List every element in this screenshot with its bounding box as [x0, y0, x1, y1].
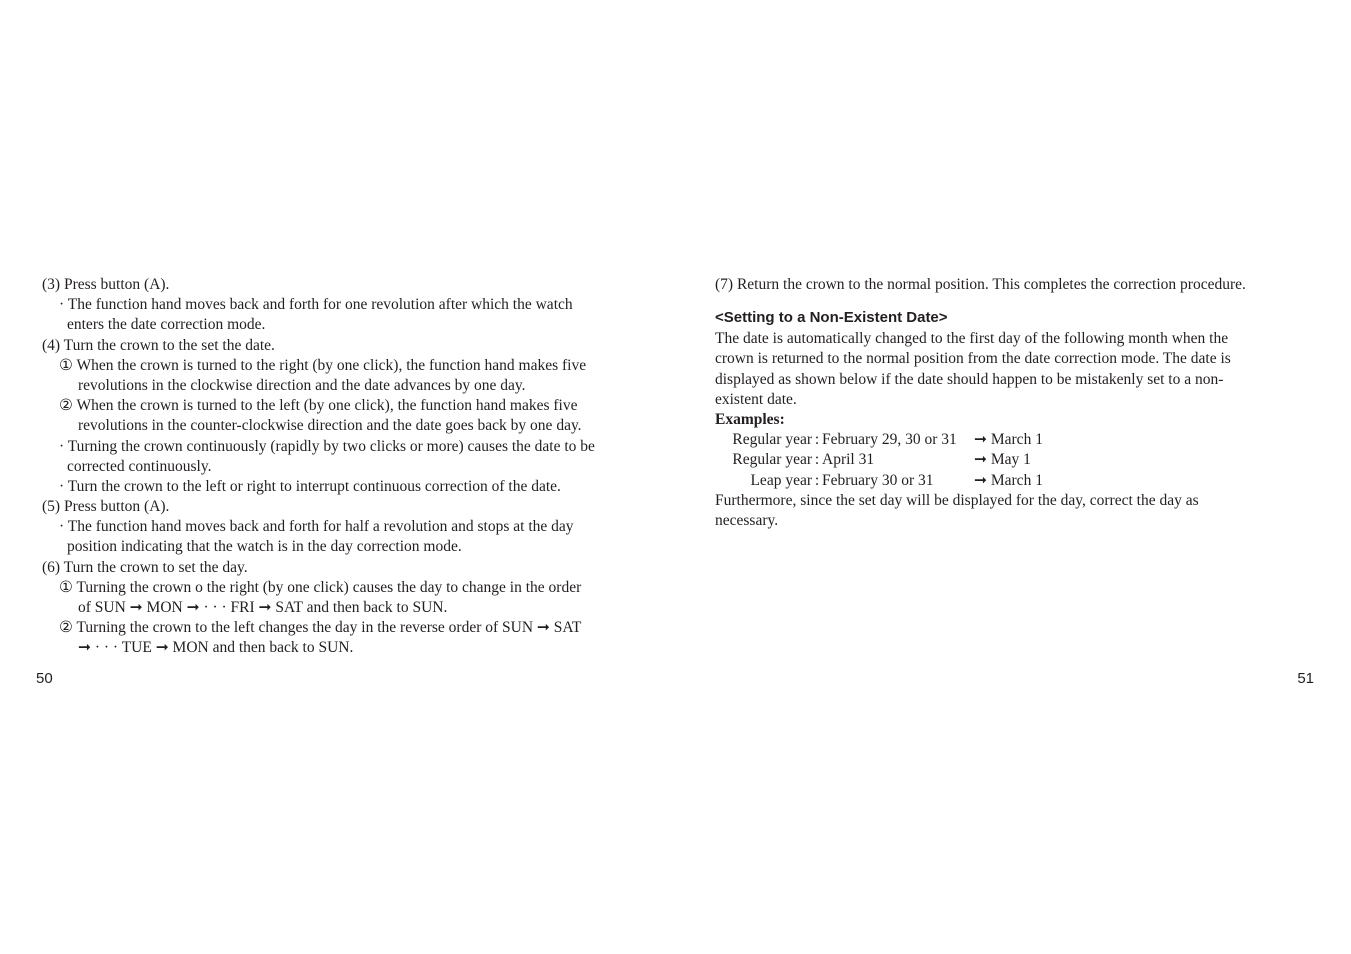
step-6-item-2-cont: ➞ · · · TUE ➞ MON and then back to SUN. [78, 639, 354, 657]
step-4-bullet-2: · Turn the crown to the left or right to interrupt continuous correction of the date. [59, 477, 561, 495]
step-4-item-2: ② When the crown is turned to the left (by one click), the function hand makes five [59, 397, 578, 415]
example-separator: : [814, 431, 820, 449]
step-4-item-1-cont: revolutions in the clockwise direction and the date advances by one day. [78, 376, 526, 394]
step-5-bullet: · The function hand moves back and forth for half a revolution and stops at the day [59, 518, 574, 536]
closing-line: necessary. [715, 511, 779, 529]
step-6-title: (6) Turn the crown to set the day. [42, 558, 248, 576]
step-6-item-2: ② Turning the crown to the left changes the day in the reverse order of SUN ➞ SAT [59, 619, 582, 637]
example-row [718, 430, 1043, 450]
right-page [676, 0, 1351, 954]
right-page-content [715, 275, 1315, 531]
example-label: Leap year [750, 471, 812, 489]
step-6-item-1: ① Turning the crown o the right (by one click) causes the day to change in the order [59, 578, 582, 596]
example-separator: : [814, 451, 820, 469]
step-4-bullet-1: · Turning the crown continuously (rapidly by two clicks or more) causes the date to be [59, 437, 595, 455]
step-3-title: (3) Press button (A). [42, 276, 170, 293]
examples-table [718, 430, 1043, 491]
page-number-left: 50 [36, 670, 53, 687]
step-3-bullet: · The function hand moves back and forth for one revolution after which the watch [59, 296, 573, 314]
paragraph-line: displayed as shown below if the date should happen to be mistakenly set to a non- [715, 370, 1224, 388]
example-separator: : [814, 471, 820, 489]
paragraph-line: crown is returned to the normal position from the date correction mode. The date is [715, 350, 1231, 368]
paragraph-line: existent date. [715, 390, 797, 408]
step-4-item-1: ① When the crown is turned to the right (by one click), the function hand makes five [59, 356, 587, 374]
examples-label: Examples: [715, 410, 785, 428]
example-from-date: February 29, 30 or 31 [822, 431, 957, 449]
example-label: Regular year [732, 451, 812, 469]
example-row [718, 450, 1043, 470]
step-4-item-2-cont: revolutions in the counter-clockwise direction and the date goes back by one day. [78, 417, 582, 435]
example-from-date: February 30 or 31 [822, 471, 934, 489]
example-to-date: ➞ May 1 [974, 451, 1031, 469]
example-to-date: ➞ March 1 [974, 431, 1043, 449]
step-6-item-1-cont: of SUN ➞ MON ➞ · · · FRI ➞ SAT and then back to SUN. [78, 599, 448, 616]
step-5-title: (5) Press button (A). [42, 498, 170, 516]
example-from-date: April 31 [822, 451, 875, 469]
paragraph-line: The date is automatically changed to the first day of the following month when the [715, 330, 1229, 348]
example-label: Regular year [732, 431, 812, 449]
step-4-bullet-1-cont: corrected continuously. [67, 457, 212, 475]
step-3-bullet-cont: enters the date correction mode. [67, 316, 266, 334]
page-number-right: 51 [1297, 670, 1314, 687]
step-4-title: (4) Turn the crown to the set the date. [42, 336, 275, 354]
example-row [718, 471, 1043, 491]
step-5-bullet-cont: position indicating that the watch is in the day correction mode. [67, 538, 462, 556]
step-7-title: (7) Return the crown to the normal position. This completes the correction procedure. [715, 276, 1246, 293]
section-heading: <Setting to a Non-Existent Date> [715, 309, 948, 327]
left-page-content [42, 275, 642, 659]
example-to-date: ➞ March 1 [974, 471, 1043, 489]
closing-line: Furthermore, since the set day will be displayed for the day, correct the day as [715, 491, 1199, 509]
